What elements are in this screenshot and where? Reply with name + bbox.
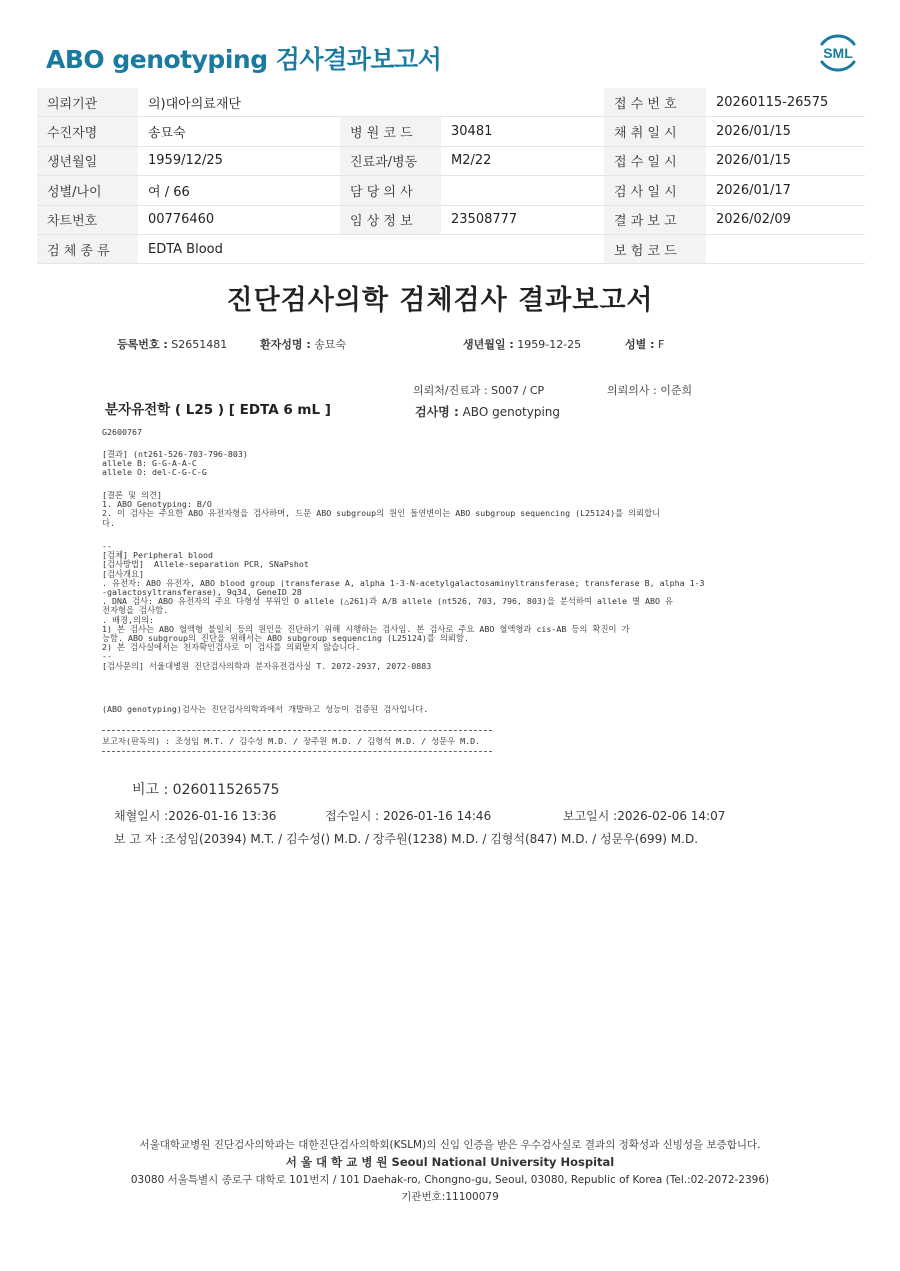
- info-label: 임 상 정 보: [340, 205, 441, 234]
- info-label: 접 수 번 호: [604, 88, 706, 117]
- reporter-signature: 보 고 자 :조성임(20394) M.T. / 김수성() M.D. / 장주원(1238) M.D. / 김형석(847) M.D. / 성문우(699) M.D.: [114, 832, 699, 846]
- info-value: EDTA Blood: [138, 234, 604, 263]
- info-row: [37, 146, 865, 175]
- info-value: [706, 234, 865, 263]
- report-title: 진단검사의학 검체검사 결과보고서: [226, 285, 654, 316]
- info-label: 채 취 일 시: [604, 117, 706, 146]
- report-line: [검사방법] Allele-separation PCR, SNaPshot: [102, 559, 309, 570]
- report-line: allele O: del-C-G-C-G: [102, 467, 207, 478]
- info-label: 보 험 코 드: [604, 234, 706, 263]
- logo-text: SML: [823, 45, 853, 61]
- collection-time: 채혈일시 :2026-01-16 13:36: [114, 809, 277, 823]
- report-line: [검사문의] 서울대병원 진단검사의학과 분자유전검사실 T. 2072-2937, 2072-0883: [102, 660, 432, 671]
- report-line: 다.: [102, 517, 116, 528]
- report-line: --: [102, 651, 112, 662]
- info-value: 00776460: [138, 205, 340, 234]
- method-block: [102, 542, 782, 671]
- info-label: 수진자명: [37, 117, 138, 146]
- report-line: allele B: G-G-A-A-C: [102, 458, 197, 469]
- info-label: 성별/나이: [37, 176, 138, 205]
- info-row: [37, 117, 865, 146]
- info-row: [37, 234, 865, 263]
- report-line: 1) 본 검사는 ABO 혈액형 불일치 등의 원인을 진단하기 위해 시행하는 검사임. 본 검사로 주요 ABO 혈액형과 cis-AB 등의 확진이 가: [102, 623, 630, 634]
- info-value: 의)대아의료재단: [138, 88, 604, 117]
- report-line: . 유전자: ABO 유전자, ABO blood group (transferase A, alpha 1-3-N-acetylgalactosaminyltransferase; transferase B, alpha 1-3: [102, 577, 705, 588]
- report-line: 전자형을 검사함.: [102, 605, 169, 616]
- validation-statement: (ABO genotyping)검사는 진단검사의학과에서 개발하고 성능이 검증된 검사입니다.: [102, 705, 429, 714]
- info-value: 여 / 66: [138, 176, 340, 205]
- patient-name: 환자성명 : 송묘숙: [260, 338, 347, 351]
- hospital-name: 서 울 대 학 교 병 원 Seoul National University Hospital: [285, 1155, 615, 1169]
- info-value: M2/22: [441, 146, 604, 175]
- conclusion-block: [102, 491, 782, 528]
- report-line: [결론 및 의견]: [102, 491, 163, 500]
- report-line: . 배경,의의:: [102, 614, 155, 625]
- requesting-doctor: 의뢰의사 : 이준희: [607, 384, 693, 397]
- report-line: 2. 이 검사는 주요한 ABO 유전자형을 검사하며, 드문 ABO subgroup의 원인 돌연변이는 ABO subgroup sequencing (L25124)를 의뢰합니: [102, 508, 661, 519]
- report-line: [결과] (nt261-526-703-796-803): [102, 450, 248, 459]
- info-label: 병 원 코 드: [340, 117, 441, 146]
- specimen-number: G2600767: [102, 428, 142, 437]
- info-value: 2026/02/09: [706, 205, 865, 234]
- report-line: 2) 본 검사실에서는 친자확인검사로 이 검사를 의뢰받지 않습니다.: [102, 642, 361, 653]
- report-line: 1. ABO Genotyping: B/O: [102, 499, 212, 510]
- sml-logo-icon: [814, 30, 862, 74]
- test-name: 검사명 : ABO genotyping: [415, 405, 561, 419]
- certification-statement: 서울대학교병원 진단검사의학과는 대한진단검사의학회(KSLM)의 신임 인증을 받은 우수검사실로 결과의 정확성과 신빙성을 보증합니다.: [139, 1139, 761, 1151]
- info-value: 1959/12/25: [138, 146, 340, 175]
- report-line: . DNA 검사: ABO 유전자의 주요 다형성 부위인 O allele (△261)과 A/B allele (nt526, 703, 796, 803)을 분석하여 allele 별 ABO 유: [102, 596, 673, 607]
- info-value: 23508777: [441, 205, 604, 234]
- report-line: --: [102, 542, 112, 551]
- dashed-divider: [102, 730, 492, 731]
- report-line: [검사개요]: [102, 568, 145, 579]
- receipt-time: 접수일시 : 2026-01-16 14:46: [325, 809, 492, 823]
- info-value: 송묘숙: [138, 117, 340, 146]
- result-block: [102, 450, 782, 478]
- info-label: 검 체 종 류: [37, 234, 138, 263]
- info-label: 검 사 일 시: [604, 176, 706, 205]
- info-label: 생년월일: [37, 146, 138, 175]
- institution-number: 기관번호:11100079: [401, 1191, 499, 1203]
- info-label: 접 수 일 시: [604, 146, 706, 175]
- report-line: 능함. ABO subgroup의 진단을 위해서는 ABO subgroup sequencing (L25124)를 의뢰함.: [102, 633, 469, 644]
- section-heading: 분자유전학 ( L25 ) [ EDTA 6 mL ]: [105, 402, 331, 418]
- info-label: 차트번호: [37, 205, 138, 234]
- info-row: [37, 88, 865, 117]
- report-time: 보고일시 :2026-02-06 14:07: [563, 809, 726, 823]
- report-line: [검체] Peripheral blood: [102, 550, 213, 561]
- patient-info-table: [37, 88, 865, 264]
- info-value: 2026/01/15: [706, 146, 865, 175]
- info-value: [441, 176, 604, 205]
- info-label: 담 당 의 사: [340, 176, 441, 205]
- page-title: ABO genotyping 검사결과보고서: [46, 45, 442, 74]
- reporters-line: 보고자(판독의) : 조성임 M.T. / 김수성 M.D. / 장주원 M.D. / 김형석 M.D. / 성문우 M.D.: [102, 737, 481, 746]
- hospital-address: 03080 서울특별시 종로구 대학로 101번지 / 101 Daehak-ro, Chongno-gu, Seoul, 03080, Republic of Korea (Tel.:02-2072-2396): [130, 1174, 770, 1186]
- dashed-divider: [102, 751, 492, 752]
- sml-logo: [814, 30, 862, 74]
- info-value: 30481: [441, 117, 604, 146]
- info-value: 2026/01/17: [706, 176, 865, 205]
- requesting-department: 의뢰처/진료과 : S007 / CP: [413, 384, 545, 397]
- registration-number: 등록번호 : S2651481: [117, 338, 228, 351]
- info-value: 2026/01/15: [706, 117, 865, 146]
- info-value: 20260115-26575: [706, 88, 865, 117]
- note: 비고 : 026011526575: [132, 782, 280, 798]
- report-line: -galactosyltransferase), 9q34, GeneID 28: [102, 587, 302, 598]
- report-document: [95, 270, 785, 870]
- info-row: [37, 205, 865, 234]
- info-label: 의뢰기관: [37, 88, 138, 117]
- date-of-birth: 생년월일 : 1959-12-25: [463, 338, 582, 351]
- info-label: 진료과/병동: [340, 146, 441, 175]
- info-label: 결 과 보 고: [604, 205, 706, 234]
- info-row: [37, 176, 865, 205]
- patient-sex: 성별 : F: [625, 338, 665, 351]
